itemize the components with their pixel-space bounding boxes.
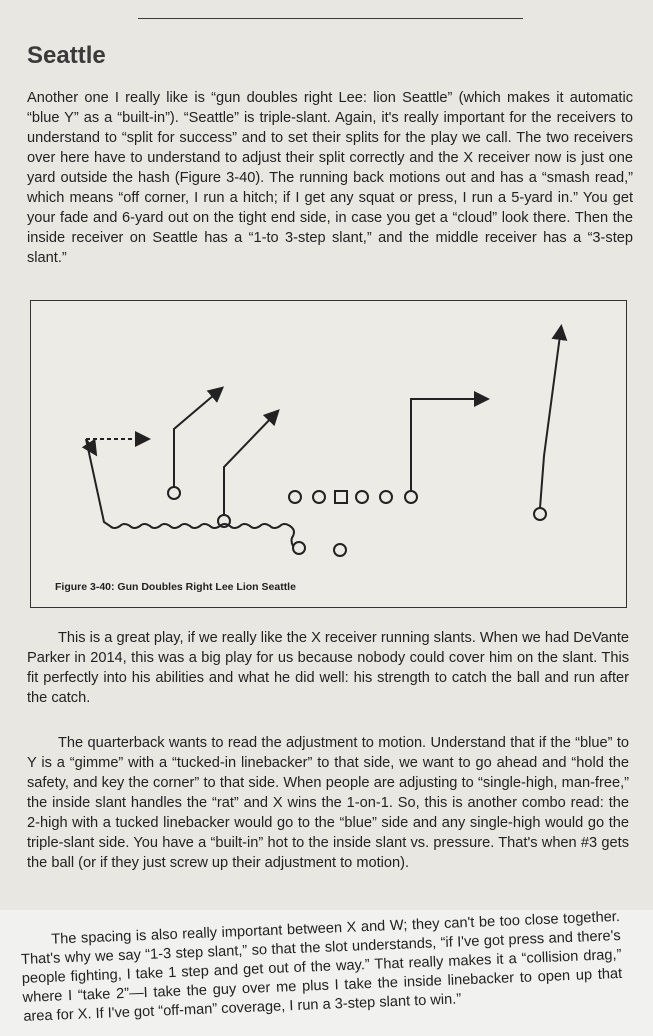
paragraph-intro: Another one I really like is “gun doubles right Lee: lion Seattle” (which makes it automatic “blue Y” as a “built-in”). “Seattle” is triple-slant. Again, it's really important for the receivers to understand to “split for success” and to set their splits for the play we call. The two receivers over here have to understand to adjust their split correctly and the X receiver now is just one yard outside the hash (Figure 3-40). The running back motions out and has a “smash read,” which means “off corner, I run a hitch; if I get any squat or press, I run a 5-yard in.” You get your fade and 6-yard out on the tight end side, in case you get a “cloud” look there. Then the inside receiver on Seattle has a “1-to 3-step slant,” and the middle receiver has a “3-step slant.”	[27, 90, 633, 266]
lineman-2	[313, 491, 325, 503]
figure-caption: Figure 3-40: Gun Doubles Right Lee Lion Seattle	[55, 581, 296, 593]
lineman-5	[380, 491, 392, 503]
paragraph-2: This is a great play, if we really like the X receiver running slants. When we had DeVante Parker in 2014, this was a big play for us because nobody could cover him on the slant. This fit perfectly into his abilities and what he did well: his strength to catch the ball and run after the catch.	[27, 630, 629, 706]
route-tight-end	[411, 399, 486, 491]
motion-path	[86, 439, 294, 546]
paragraph-3: The quarterback wants to read the adjustment to motion. Understand that if the “blue” to Y is a “gimme” with a “tucked-in linebacker” to that side, we want to go ahead and “hold the safety, and key the corner” to that side. When people are adjusting to “single-high, man-free,” the inside slant handles the “rat” and X wins the 1-on-1. So, this is another combo read: the 2-high with a tucked linebacker would go to the “blue” side and any single-high would go the triple-slant side. You have a “built-in” hot to the inside slant vs. pressure. That's when #3 gets the ball (or if they just screw up their adjustment to motion).	[27, 735, 629, 871]
paragraph-4: The spacing is also really important between X and W; they can't be too close together. That's why we say “1-3 step slant,” so that the slot understands, “if I've got press and there's people fighting, I take 1 step and get out of the way.” That really makes it a “collision drag,” where I “take 2”—I take the guy over me plus I take the inside linebacker to open up that area for X. If I've got “off-man” coverage, I run a 3-step slant to win.”	[20, 908, 623, 1025]
lineman-4	[356, 491, 368, 503]
center-square	[335, 491, 347, 503]
quarterback	[334, 544, 346, 556]
route-outside-left	[174, 389, 221, 487]
receiver-x	[534, 508, 546, 520]
lineman-1	[289, 491, 301, 503]
section-heading: Seattle	[27, 42, 106, 69]
play-diagram-figure	[30, 300, 627, 608]
route-x-receiver	[540, 328, 561, 508]
route-slot-left	[224, 412, 277, 515]
play-diagram	[31, 301, 628, 609]
header-rule	[138, 18, 523, 19]
receiver-outside-left	[168, 487, 180, 499]
running-back	[293, 542, 305, 554]
tight-end-y	[405, 491, 417, 503]
